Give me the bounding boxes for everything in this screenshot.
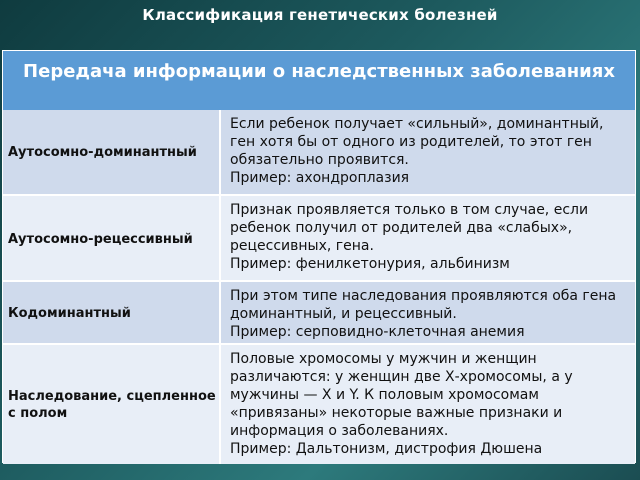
table-row xyxy=(3,110,635,194)
inheritance-description-cell xyxy=(223,345,635,464)
inheritance-description: Признак проявляется только в том случае, если ребенок получил от родителей два «слабых», рецессивных, гена. xyxy=(230,202,589,254)
table-row xyxy=(3,194,635,282)
inheritance-description-cell xyxy=(223,110,635,194)
table-row xyxy=(3,280,635,345)
inheritance-type: Кодоминантный xyxy=(3,282,221,345)
inheritance-example: Пример: ахондроплазия xyxy=(230,170,410,186)
table-header: Передача информации о наследственных заболеваниях xyxy=(3,51,635,110)
inheritance-type: Наследование, сцепленное с полом xyxy=(3,345,221,464)
inheritance-description: Если ребенок получает «сильный», доминантный, ген хотя бы от одного из родителей, то этот ген обязательно проявится. xyxy=(230,116,604,168)
inheritance-type: Аутосомно-доминантный xyxy=(3,110,221,194)
slide-title: Классификация генетических болезней xyxy=(142,6,498,24)
inheritance-type: Аутосомно-рецессивный xyxy=(3,196,221,282)
inheritance-description-cell xyxy=(223,196,635,282)
inheritance-example: Пример: Дальтонизм, дистрофия Дюшена xyxy=(230,441,543,457)
inheritance-table xyxy=(2,50,636,463)
inheritance-example: Пример: фенилкетонурия, альбинизм xyxy=(230,256,510,272)
inheritance-example: Пример: серповидно-клеточная анемия xyxy=(230,324,525,340)
inheritance-description: При этом типе наследования проявляются оба гена доминантный, и рецессивный. xyxy=(230,288,617,322)
inheritance-description: Половые хромосомы у мужчин и женщин различаются: у женщин две Х-хромосомы, а у мужчины — Х и Y. К половым хромосомам «привязаны» некоторые важные признаки и информация о заболеваниях. xyxy=(230,351,573,439)
inheritance-description-cell xyxy=(223,282,635,345)
table-row xyxy=(3,343,635,464)
